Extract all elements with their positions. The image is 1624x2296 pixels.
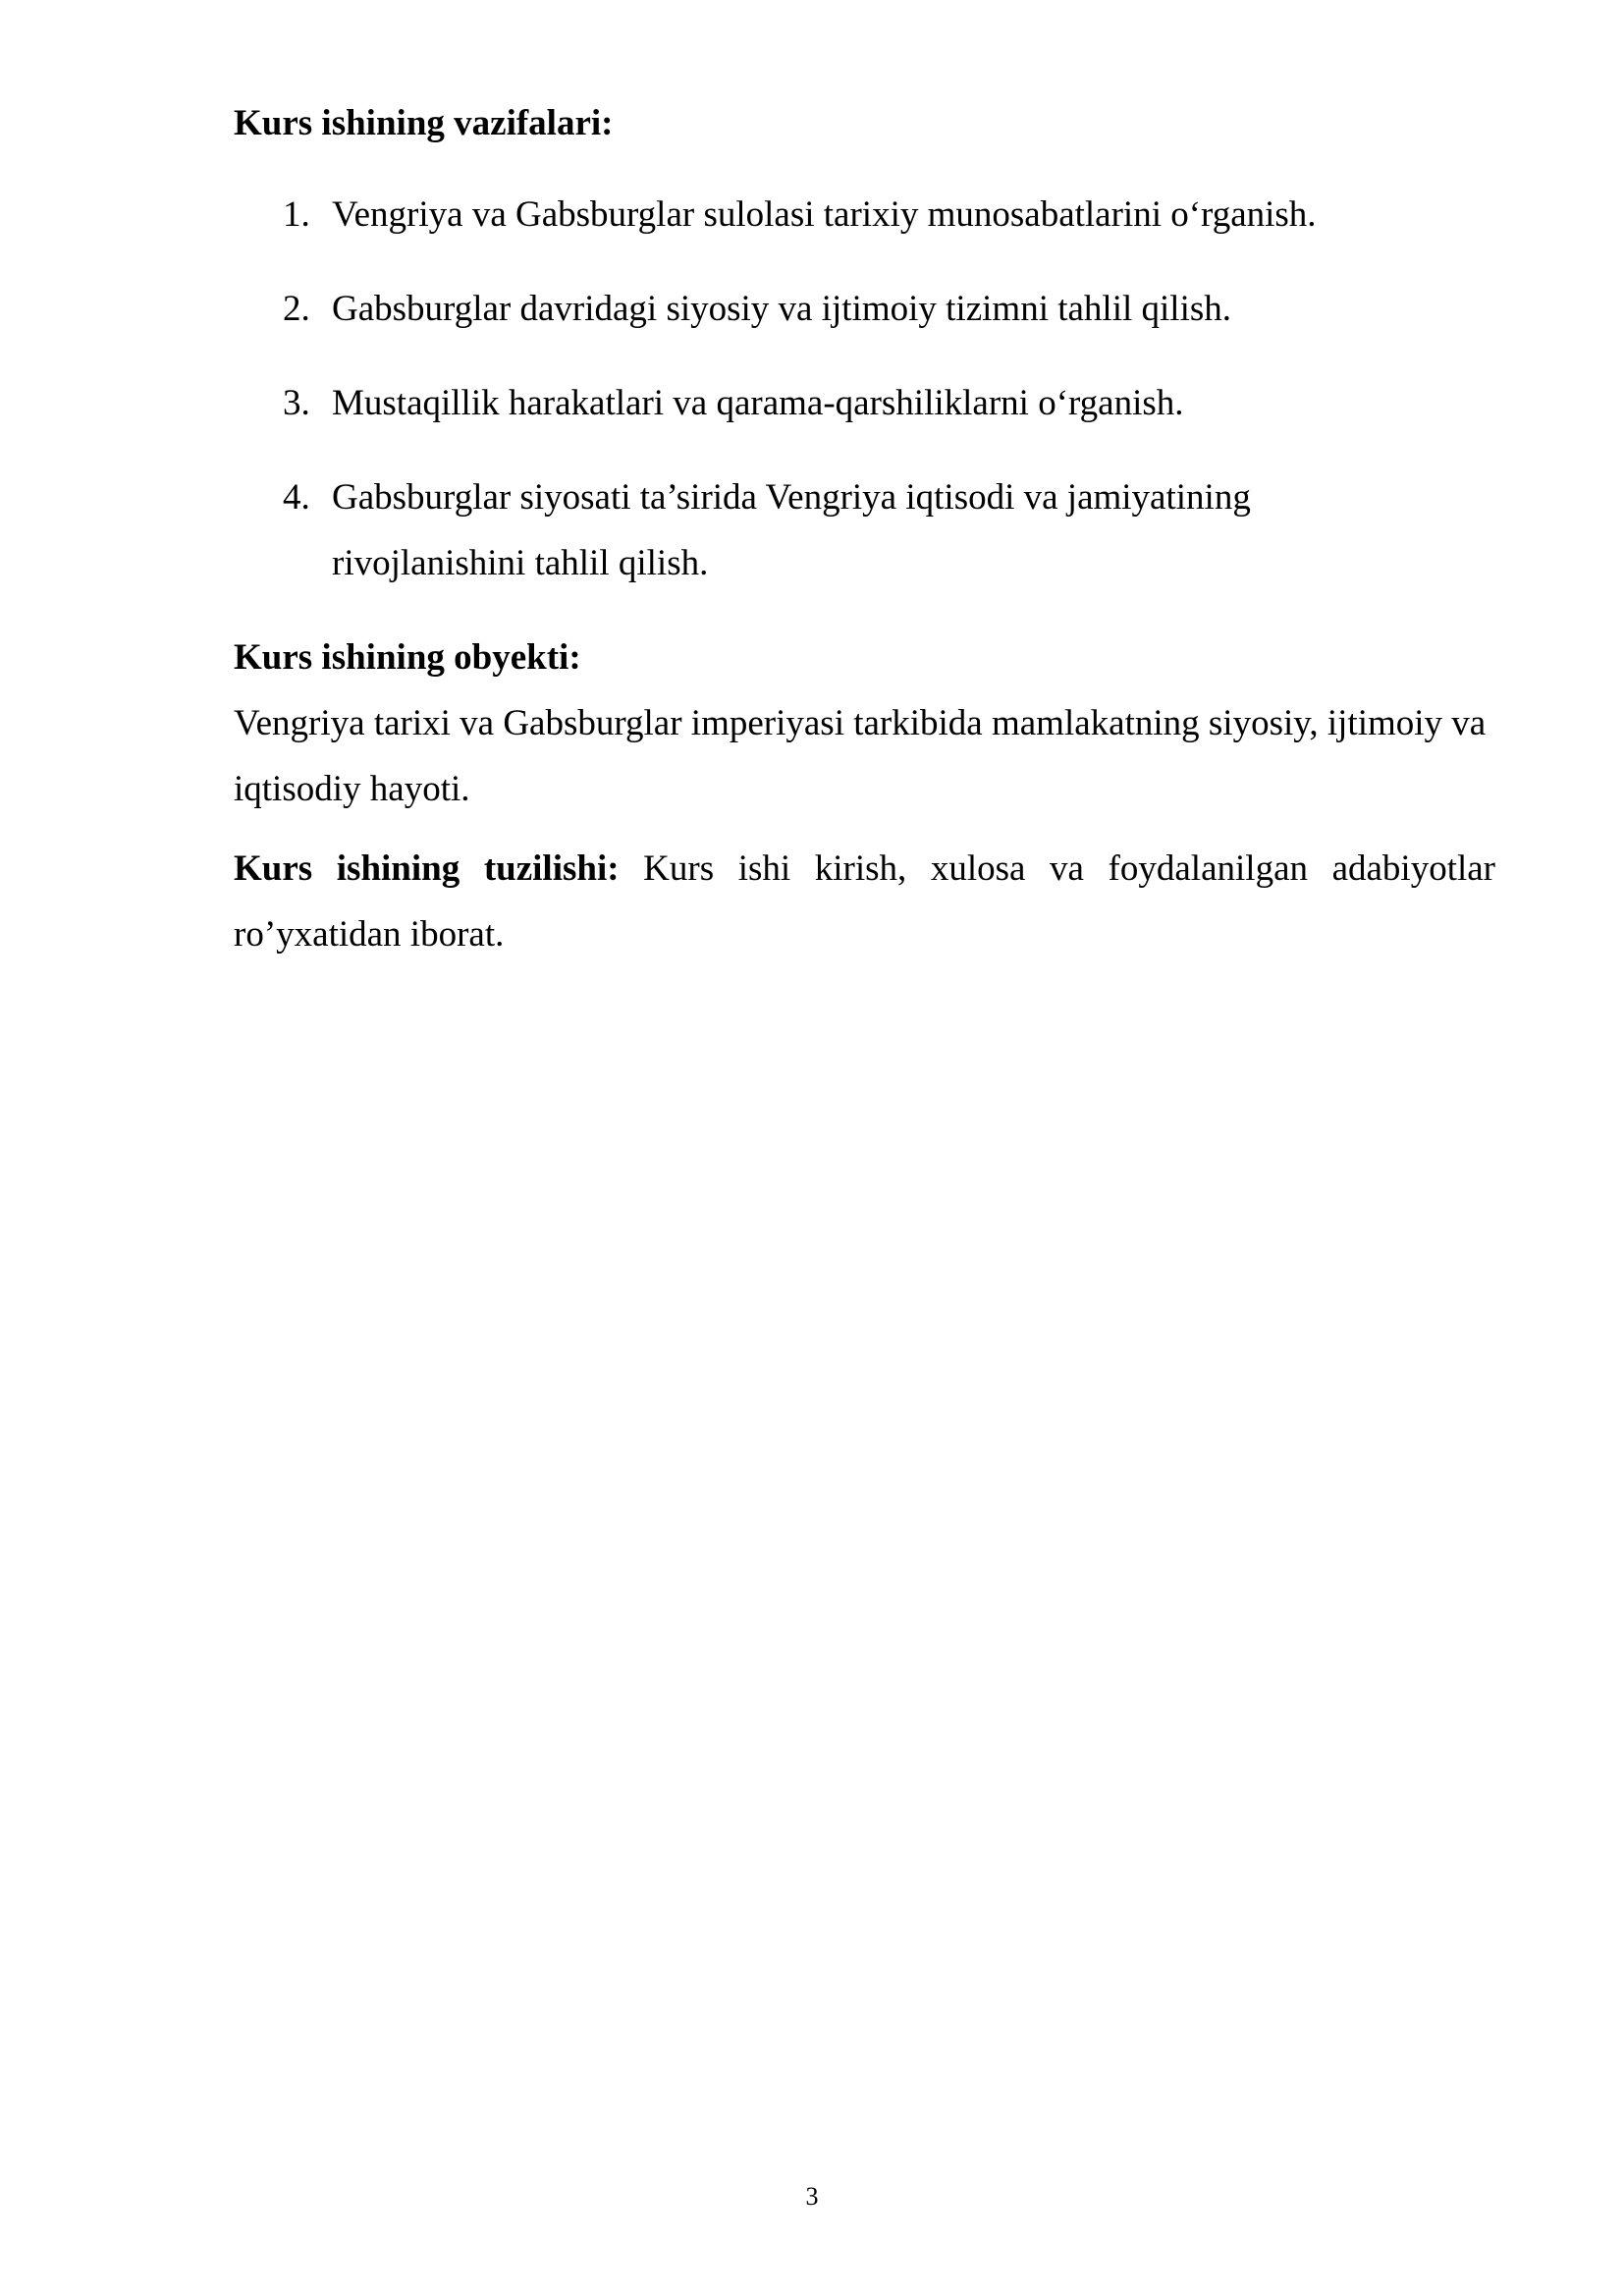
structure-paragraph <box>234 836 1495 967</box>
object-paragraph: Vengriya tarixi va Gabsburglar imperiyasi tarkibida mamlakatning siyosiy, ijtimoiy va iqtisodiy hayoti. <box>234 703 1487 809</box>
list-item-number: 3. <box>283 383 310 423</box>
structure-text: Kurs ishi kirish, xulosa va foydalanilgan adabiyotlar ro’yxatidan iborat. <box>234 848 1496 955</box>
list-item <box>234 276 1495 342</box>
list-item-number: 2. <box>283 289 310 329</box>
list-item-number: 4. <box>283 477 310 518</box>
list-item <box>234 465 1495 596</box>
object-section <box>234 625 1495 822</box>
list-item <box>234 182 1495 247</box>
list-item-text: Mustaqillik harakatlari va qarama-qarshiliklarni o‘rganish. <box>332 383 1184 423</box>
page-number: 3 <box>805 2182 819 2211</box>
structure-heading: Kurs ishining tuzilishi: <box>234 848 620 889</box>
list-item-text: Gabsburglar siyosati ta’sirida Vengriya iqtisodi va jamiyatining rivojlanishini tahlil qilish. <box>332 477 1251 583</box>
list-item <box>234 370 1495 436</box>
tasks-list <box>234 182 1495 596</box>
object-heading: Kurs ishining obyekti: <box>234 637 581 678</box>
page-content <box>234 90 1495 967</box>
structure-section <box>234 836 1495 967</box>
list-item-text: Vengriya va Gabsburglar sulolasi tarixiy munosabatlarini o‘rganish. <box>332 194 1317 235</box>
tasks-heading: Kurs ishining vazifalari: <box>234 103 614 143</box>
list-item-text: Gabsburglar davridagi siyosiy va ijtimoiy tizimni tahlil qilish. <box>332 289 1232 329</box>
list-item-number: 1. <box>283 194 310 235</box>
